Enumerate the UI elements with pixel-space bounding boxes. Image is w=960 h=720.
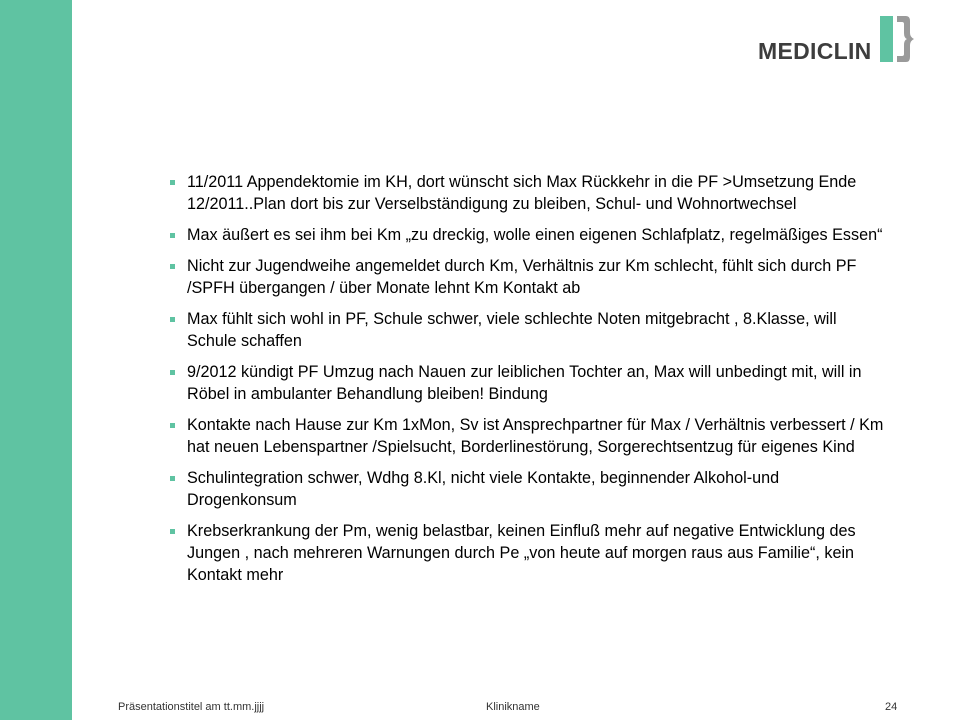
bullet-text: Max fühlt sich wohl in PF, Schule schwer, viele schlechte Noten mitgebracht , 8.Klasse, will Schule schaffen xyxy=(187,310,837,350)
bullet-text: Nicht zur Jugendweihe angemeldet durch Km, Verhältnis zur Km schlecht, fühlt sich durch PF /SPFH übergangen / über Monate lehnt Km Kontakt ab xyxy=(187,257,857,297)
square-bullet-icon xyxy=(170,264,175,269)
bullet-text: Max äußert es sei ihm bei Km „zu dreckig, wolle einen eigenen Schlafplatz, regelmäßiges Essen“ xyxy=(187,226,883,244)
footer-clinic-name: Klinikname xyxy=(486,701,540,713)
square-bullet-icon xyxy=(170,317,175,322)
side-bar xyxy=(0,0,72,720)
bullet-item xyxy=(170,171,890,215)
bullet-item xyxy=(170,414,890,458)
mediclin-mark-icon xyxy=(880,14,916,64)
bullet-item xyxy=(170,361,890,405)
logo-text: MEDICLIN xyxy=(758,38,872,64)
square-bullet-icon xyxy=(170,233,175,238)
bullet-item xyxy=(170,224,890,246)
bullet-text: 9/2012 kündigt PF Umzug nach Nauen zur leiblichen Tochter an, Max will unbedingt mit, will in Röbel in ambulanter Behandlung bleiben! Bindung xyxy=(187,363,862,403)
square-bullet-icon xyxy=(170,180,175,185)
bullet-list xyxy=(170,171,890,595)
footer-presentation-title: Präsentationstitel am tt.mm.jjjj xyxy=(118,701,265,713)
square-bullet-icon xyxy=(170,529,175,534)
bullet-item xyxy=(170,308,890,352)
bullet-text: 11/2011 Appendektomie im KH, dort wünscht sich Max Rückkehr in die PF >Umsetzung Ende 12/2011..Plan dort bis zur Verselbständigung zu bleiben, Schul- und Wohnortwechsel xyxy=(187,173,857,213)
square-bullet-icon xyxy=(170,476,175,481)
square-bullet-icon xyxy=(170,423,175,428)
square-bullet-icon xyxy=(170,370,175,375)
mediclin-logo xyxy=(758,14,918,66)
footer-page-number: 24 xyxy=(885,701,898,713)
bullet-item xyxy=(170,520,890,586)
bullet-text: Kontakte nach Hause zur Km 1xMon, Sv ist Ansprechpartner für Max / Verhältnis verbessert / Km hat neuen Lebenspartner /Spielsucht, Borderlinestörung, Sorgerechtsentzug für eigenes Kind xyxy=(187,416,884,456)
bullet-text: Schulintegration schwer, Wdhg 8.Kl, nicht viele Kontakte, beginnender Alkohol-und Drogenkonsum xyxy=(187,469,780,509)
bullet-item xyxy=(170,255,890,299)
bullet-text: Krebserkrankung der Pm, wenig belastbar, keinen Einfluß mehr auf negative Entwicklung des Jungen , nach mehreren Warnungen durch Pe „von heute auf morgen raus aus Familie“, kein Kontakt mehr xyxy=(187,522,856,584)
bullet-item xyxy=(170,467,890,511)
